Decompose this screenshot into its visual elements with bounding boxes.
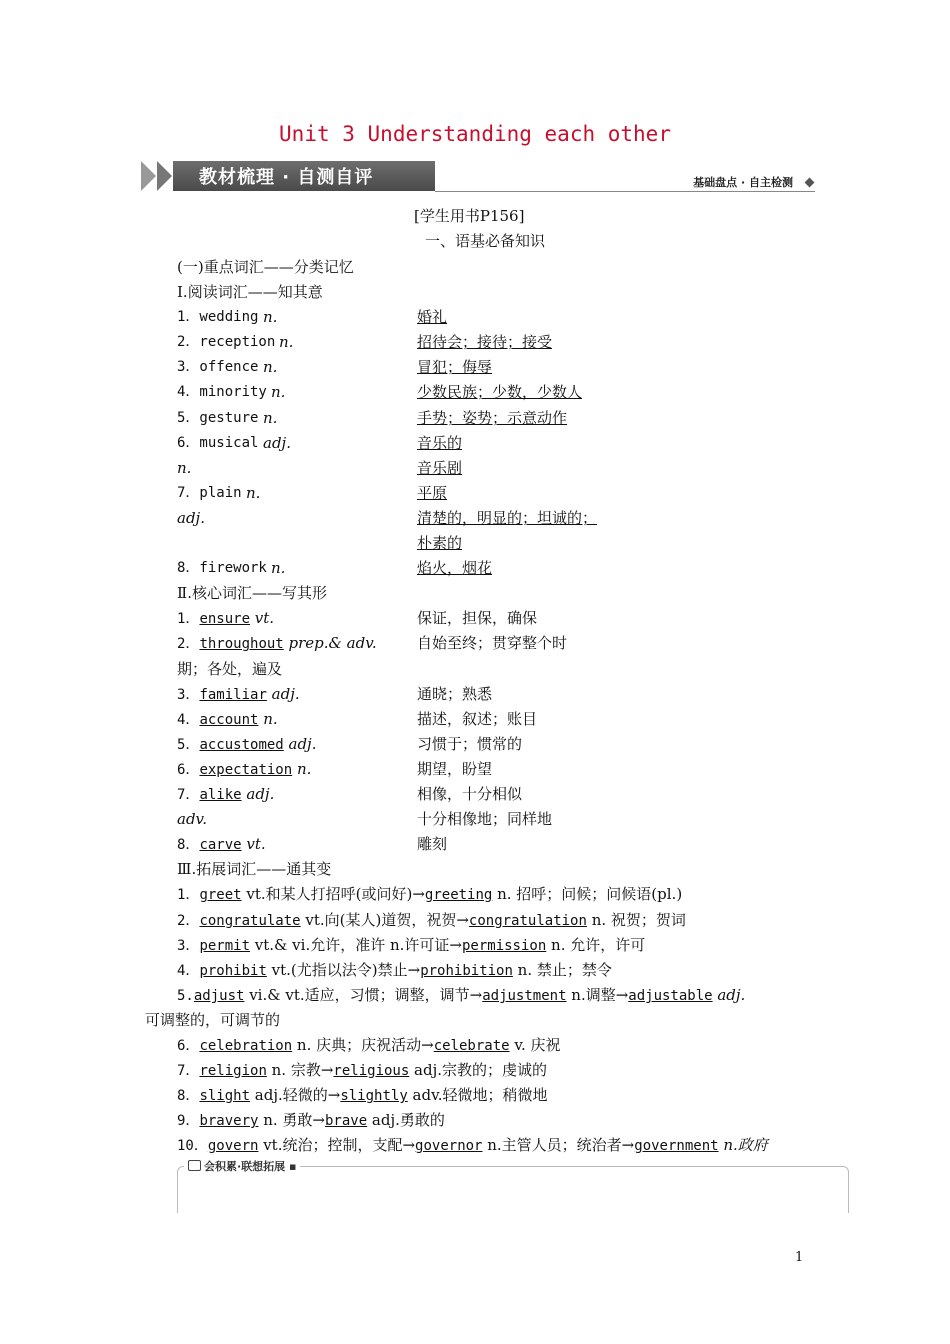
vocab-meaning: 少数民族；少数，少数人: [417, 383, 583, 401]
derivation-row: [177, 1035, 561, 1056]
derivation-text: adj.: [712, 986, 746, 1004]
vocab-word: adjustable: [628, 988, 713, 1004]
derivation-row: [177, 1085, 548, 1106]
vocab-meaning: 平原: [417, 484, 448, 502]
vocab-word: 8．firework: [177, 560, 267, 576]
vocab-word: familiar: [199, 687, 267, 703]
vocab-pos: n.: [263, 710, 278, 728]
vocab-word: 4．minority: [177, 384, 267, 400]
vocab-pos: adj.: [177, 509, 205, 527]
derivation-text: n. 庆典；庆祝活动→: [292, 1036, 434, 1054]
diamond-icon: [805, 178, 815, 188]
derivation-text: vt.& vi.允许，准许 n.许可证→: [250, 936, 462, 954]
vocab-meaning: 描述，叙述；账目: [417, 710, 538, 728]
vocab-number: 4．: [177, 963, 200, 979]
vocab-number: 7．: [177, 1063, 200, 1079]
vocab-word: govern: [207, 1138, 259, 1154]
vocab-pos: adj.: [271, 685, 300, 703]
derivation-text: n. 勇敢→: [258, 1111, 325, 1129]
vocab-number: 3．: [177, 938, 200, 954]
vocab-pos: n.: [177, 459, 192, 477]
vocab-number: 4．: [177, 712, 200, 728]
vocab-row: [177, 684, 300, 705]
derivation-text: adj.勇敢的: [367, 1111, 445, 1129]
page-number: 1: [795, 1250, 804, 1265]
derivation-row: [177, 935, 645, 956]
vocab-word: religion: [199, 1063, 267, 1079]
vocab-word: celebration: [199, 1038, 293, 1054]
vocab-row: [177, 633, 377, 654]
derivation-text: vt.(尤指以法令)禁止→: [266, 961, 421, 979]
vocab-number: 5．: [177, 737, 200, 753]
derivation-row: [177, 1135, 768, 1156]
derivation-text: n. 祝贺；贺词: [586, 911, 686, 929]
vocab-number: 2．: [177, 636, 200, 652]
part2-heading: Ⅱ.核心词汇——写其形: [177, 584, 327, 602]
vocab-word: throughout: [199, 636, 284, 652]
vocab-word: permit: [199, 938, 251, 954]
vocab-number: 6．: [177, 1038, 200, 1054]
vocab-meaning: 习惯于；惯常的: [417, 735, 523, 753]
vocab-row: [177, 834, 266, 855]
vocab-word: government: [634, 1138, 719, 1154]
chevron-right-icon: [141, 161, 156, 191]
vocab-word: ensure: [199, 611, 251, 627]
vocab-pos: adj.: [246, 785, 275, 803]
vocab-word: slight: [199, 1088, 251, 1104]
vocab-meaning: 朴素的: [417, 534, 463, 552]
part3-heading: Ⅲ.拓展词汇——通其变: [177, 860, 332, 878]
vocab-word: celebrate: [433, 1038, 510, 1054]
banner-left-text: 教材梳理 · 自测自评: [199, 167, 374, 188]
vocab-number: 1．: [177, 887, 200, 903]
derivation-row: [177, 1060, 547, 1081]
vocab-row: [177, 608, 274, 629]
vocab-meaning: 雕刻: [417, 835, 448, 853]
vocab-word: adjustment: [482, 988, 567, 1004]
vocab-pos: vt.: [254, 609, 275, 627]
vocab-word: permission: [461, 938, 547, 954]
derivation-text: n.政府: [718, 1136, 768, 1154]
banner-right-text: 基础盘点 · 自主检测: [693, 176, 793, 189]
vocab-word: 7．plain: [177, 485, 242, 501]
vocab-pos: adj.: [263, 434, 291, 452]
vocab-pos: n.: [279, 333, 294, 351]
vocab-word: 2．reception: [177, 334, 276, 350]
section-banner: [143, 157, 815, 195]
vocab-row: [177, 809, 207, 829]
sub-heading: (一)重点词汇——分类记忆: [177, 258, 354, 276]
vocab-word: 1．wedding: [177, 309, 259, 325]
vocab-meaning-cont: 十分相像地；同样地: [417, 810, 553, 828]
vocab-number: 3．: [177, 687, 200, 703]
vocab-pos: n.: [263, 358, 278, 376]
vocab-word: congratulation: [468, 913, 587, 929]
vocab-pos: vt.: [246, 835, 266, 853]
part1-heading: Ⅰ.阅读词汇——知其意: [177, 283, 323, 301]
vocab-pos: n.: [246, 484, 261, 502]
vocab-meaning-cont: 期；各处，遍及: [177, 660, 283, 678]
derivation-text: v. 庆祝: [509, 1036, 561, 1054]
key-box-label: 会积累·联想拓展: [204, 1160, 286, 1173]
vocab-number: 8．: [177, 1088, 200, 1104]
vocab-word: 6．musical: [177, 435, 259, 451]
derivation-text: n. 招呼；问候；问候语(pl.): [492, 885, 683, 903]
derivation-text: 可调整的，可调节的: [145, 1011, 281, 1029]
vocab-pos: prep.& adv.: [288, 634, 377, 652]
vocab-row: [177, 709, 278, 730]
vocab-pos: adv.: [177, 810, 208, 828]
vocab-word: greet: [199, 887, 242, 903]
vocab-meaning: 音乐的: [417, 434, 463, 452]
derivation-text: vi.& vt.适应，习惯；调整，调节→: [244, 986, 483, 1004]
page-title: Unit 3 Understanding each other: [279, 122, 671, 146]
vocab-number: 5.: [177, 988, 194, 1004]
derivation-text: adv.轻微地；稍微地: [407, 1086, 548, 1104]
derivation-row: [177, 960, 612, 981]
derivation-text: n. 禁止；禁令: [512, 961, 612, 979]
vocab-number: 10．: [177, 1138, 208, 1154]
vocab-meaning: 清楚的，明显的；坦诚的；: [417, 509, 598, 527]
vocab-pos: adj.: [288, 735, 317, 753]
derivation-row: [177, 884, 682, 905]
vocab-number: 8．: [177, 837, 200, 853]
vocab-word: 3．offence: [177, 359, 259, 375]
derivation-row: [145, 1010, 280, 1030]
chevron-right-icon: [157, 161, 172, 191]
vocab-word: bravery: [199, 1113, 259, 1129]
vocab-meaning: 音乐剧: [417, 459, 463, 477]
vocab-meaning: 冒犯；侮辱: [417, 358, 493, 376]
vocab-meaning: 保证，担保，确保: [417, 609, 538, 627]
vocab-word: adjust: [193, 988, 245, 1004]
key-box: [177, 1160, 849, 1213]
vocab-word: 5．gesture: [177, 410, 259, 426]
vocab-word: carve: [199, 837, 242, 853]
derivation-text: n. 宗教→: [266, 1061, 334, 1079]
vocab-word: religious: [333, 1063, 410, 1079]
derivation-text: n. 允许，许可: [546, 936, 646, 954]
vocab-meaning: 相像，十分相似: [417, 785, 523, 803]
vocab-word: congratulate: [199, 913, 301, 929]
vocab-number: 1．: [177, 611, 200, 627]
derivation-text: vt.统治；控制，支配→: [258, 1136, 416, 1154]
list-icon: [188, 1160, 201, 1171]
vocab-pos: n.: [296, 760, 312, 778]
vocab-row: [177, 759, 311, 780]
vocab-pos: n.: [263, 409, 278, 427]
derivation-row: [177, 910, 686, 931]
vocab-number: 2．: [177, 913, 200, 929]
derivation-text: vt.和某人打招呼(或问好)→: [241, 885, 425, 903]
section-heading: 一、语基必备知识: [425, 232, 546, 250]
page-reference: [学生用书P156]: [414, 207, 525, 225]
vocab-row: [177, 784, 274, 805]
vocab-pos: n.: [263, 308, 278, 326]
vocab-word: account: [199, 712, 259, 728]
vocab-word: accustomed: [199, 737, 284, 753]
derivation-row: [177, 1110, 445, 1131]
vocab-meaning: 婚礼: [417, 308, 448, 326]
vocab-word: brave: [325, 1113, 368, 1129]
derivation-text: adj.宗教的；虔诚的: [409, 1061, 548, 1079]
vocab-word: slightly: [340, 1088, 408, 1104]
derivation-text: vt.向(某人)道贺，祝贺→: [300, 911, 469, 929]
derivation-text: adj.轻微的→: [250, 1086, 341, 1104]
vocab-number: 6．: [177, 762, 200, 778]
vocab-meaning: 招待会；接待；接受: [417, 333, 553, 351]
vocab-word: expectation: [199, 762, 293, 778]
vocab-pos: n.: [271, 383, 286, 401]
vocab-row: [177, 734, 316, 755]
vocab-meaning: 焰火，烟花: [417, 559, 493, 577]
vocab-meaning: 自始至终；贯穿整个时: [417, 634, 568, 652]
derivation-text: n.调整→: [566, 986, 629, 1004]
vocab-word: greeting: [424, 887, 493, 903]
vocab-word: governor: [415, 1138, 483, 1154]
vocab-meaning: 手势；姿势；示意动作: [417, 409, 568, 427]
vocab-word: alike: [199, 787, 242, 803]
vocab-word: prohibit: [199, 963, 267, 979]
vocab-meaning: 通晓；熟悉: [417, 685, 493, 703]
vocab-meaning: 期望，盼望: [417, 760, 493, 778]
derivation-text: n.主管人员；统治者→: [482, 1136, 635, 1154]
vocab-number: 9．: [177, 1113, 200, 1129]
vocab-word: prohibition: [420, 963, 513, 979]
key-box-title: 会积累·联想拓展 ▪: [184, 1158, 300, 1174]
vocab-pos: n.: [271, 559, 286, 577]
vocab-number: 7．: [177, 787, 200, 803]
derivation-row: [177, 985, 745, 1006]
